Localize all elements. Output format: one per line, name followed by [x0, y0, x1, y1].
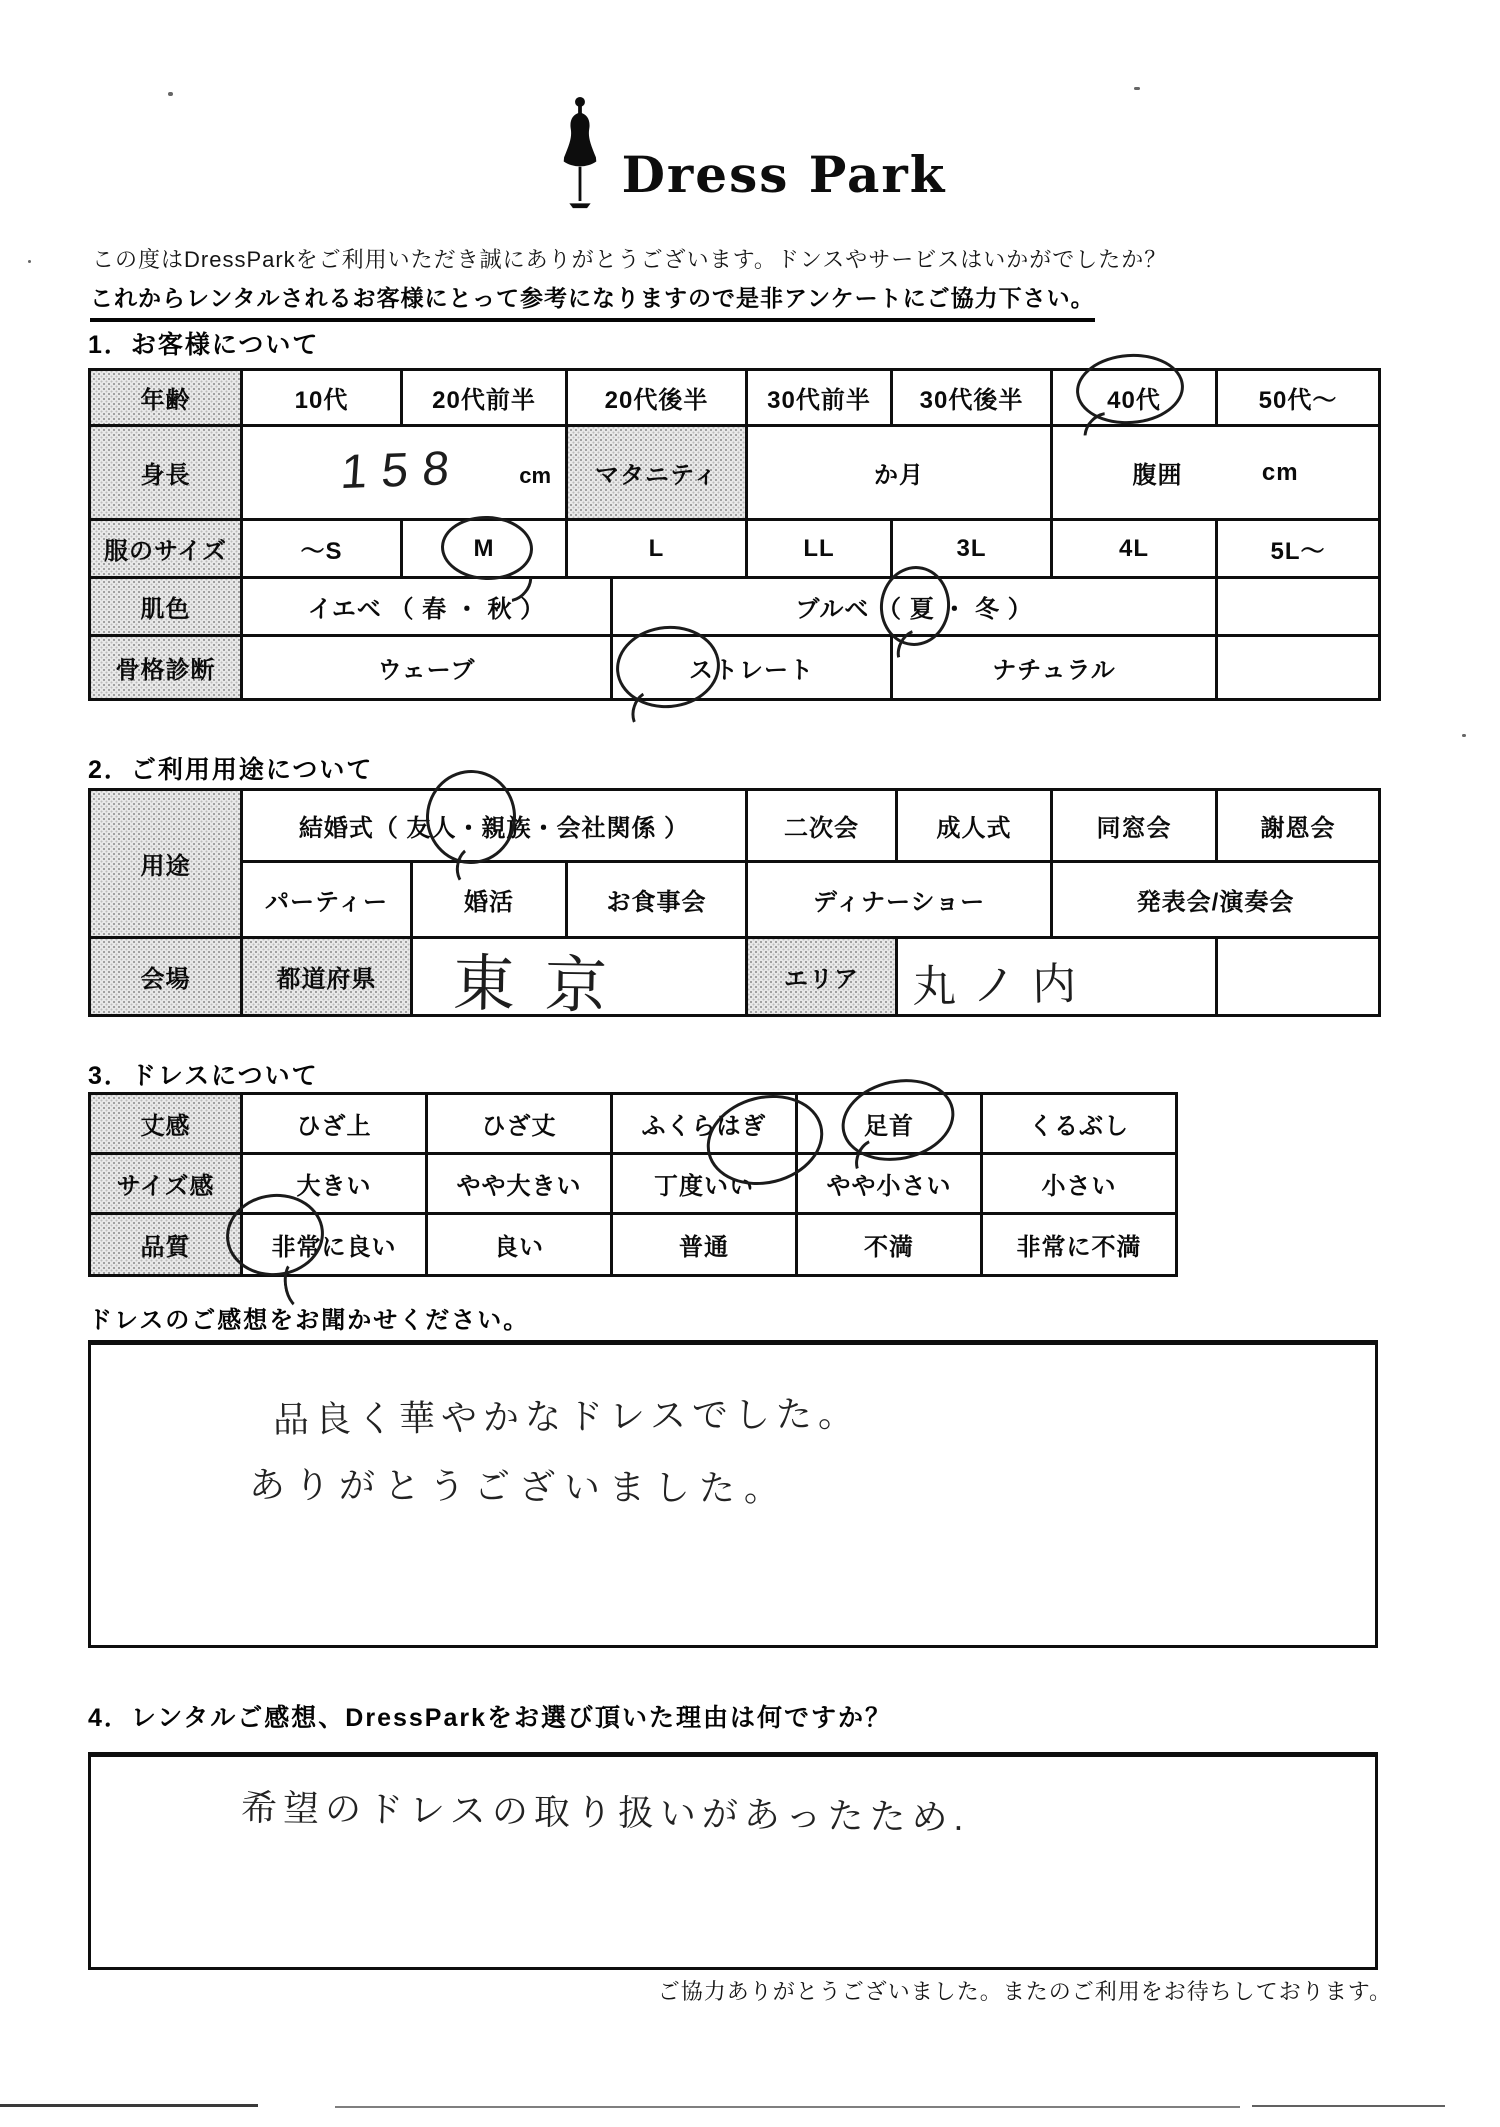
section1-title: 1．お客様について: [88, 331, 320, 359]
intro-text: この度はDressParkをご利用いただき誠にありがとうございます。ドンスやサービスはいかがでしたか？: [92, 247, 1168, 272]
scan-speck: [28, 260, 31, 263]
quality-option: 良い: [427, 1214, 612, 1276]
skeletal-row: [90, 636, 1380, 700]
waist-unit-label: cm: [1261, 458, 1299, 486]
age-option: 20代前半: [402, 370, 567, 426]
section3-title: 3．ドレスについて: [88, 1062, 319, 1090]
purpose-option: 同窓会: [1052, 790, 1217, 862]
purpose-option: お食事会: [567, 862, 747, 938]
venue-row: [90, 938, 1380, 1016]
dress-form-icon: [554, 96, 606, 214]
fit-option: 大きい: [242, 1154, 427, 1214]
intro-emphasis-text: これからレンタルされるお客様にとって参考になりますので是非アンケートにご協力下さい。: [90, 280, 1095, 322]
purpose-option: 二次会: [747, 790, 897, 862]
area-value-handwritten: 丸ノ内: [911, 959, 1093, 1012]
fit-option-selected: 丁度いい: [612, 1154, 797, 1214]
brand-name: Dress Park: [621, 145, 947, 204]
fit-option: 小さい: [982, 1154, 1177, 1214]
footer-thanks-text: ご協力ありがとうございました。またのご利用をお待ちしております。: [657, 1979, 1392, 2004]
fit-option: やや大きい: [427, 1154, 612, 1214]
age-option: 20代後半: [567, 370, 747, 426]
age-option: 30代前半: [747, 370, 892, 426]
feedback-handwritten-line2: ありがとうございました。: [248, 1464, 790, 1509]
empty-region: [1217, 578, 1380, 636]
size-option: 4L: [1052, 520, 1217, 578]
scan-artifact-line: [335, 2106, 1240, 2108]
height-row: [90, 426, 1380, 520]
age-row-label: 年齢: [90, 370, 242, 426]
purpose-row-2: [90, 862, 1380, 938]
scan-speck: [168, 92, 173, 96]
skin-option-blue-base: ブルベ （ 夏 ・ 冬 ）: [612, 578, 1217, 636]
purpose-option: 婚活: [412, 862, 567, 938]
skin-tone-row: [90, 578, 1380, 636]
dress-feedback-box: [88, 1340, 1378, 1648]
section4-title: 4．レンタルご感想、DressParkをお選び頂いた理由は何ですか？: [88, 1704, 892, 1732]
purpose-option-wedding: 結婚式（ 友人・親族・会社関係 ）: [242, 790, 747, 862]
purpose-option: ディナーショー: [747, 862, 1052, 938]
scan-speck: [1134, 87, 1140, 90]
length-option: ひざ上: [242, 1094, 427, 1154]
area-input-cell: [897, 938, 1217, 1016]
maternity-months-cell: か月: [747, 426, 1052, 520]
height-value-handwritten: 158: [338, 441, 466, 500]
quality-row-label: 品質: [90, 1214, 242, 1276]
waist-label: 腹囲: [1132, 462, 1183, 489]
purpose-option: パーティー: [242, 862, 412, 938]
quality-option: 非常に不満: [982, 1214, 1177, 1276]
scan-speck: [1462, 734, 1466, 737]
size-option: 3L: [892, 520, 1052, 578]
clothing-size-row: [90, 520, 1380, 578]
frame-option: ナチュラル: [892, 636, 1217, 700]
empty-region: [1217, 636, 1380, 700]
age-option-selected: 40代: [1052, 370, 1217, 426]
size-option: LL: [747, 520, 892, 578]
fit-option: やや小さい: [797, 1154, 982, 1214]
dress-feedback-label: ドレスのご感想をお聞かせください。: [88, 1307, 530, 1334]
skin-option-yellow-base: イエベ （ 春 ・ 秋 ）: [242, 578, 612, 636]
frame-option-selected: ストレート: [612, 636, 892, 700]
size-option: L: [567, 520, 747, 578]
height-unit-label: cm: [519, 463, 551, 488]
prefecture-label: 都道府県: [242, 938, 412, 1016]
feedback-handwritten-line1: 品良く華やかなドレスでした。: [272, 1392, 861, 1441]
age-option: 50代～: [1217, 370, 1380, 426]
area-label: エリア: [747, 938, 897, 1016]
height-input-cell: [242, 426, 567, 520]
fit-row-label: サイズ感: [90, 1154, 242, 1214]
scan-artifact-line: [0, 2104, 258, 2107]
size-row-label: 服のサイズ: [90, 520, 242, 578]
empty-region: [1217, 938, 1380, 1016]
age-option: 10代: [242, 370, 402, 426]
length-row-label: 丈感: [90, 1094, 242, 1154]
purpose-option: 謝恩会: [1217, 790, 1380, 862]
quality-option: 不満: [797, 1214, 982, 1276]
scan-artifact-line: [1252, 2105, 1445, 2107]
age-row: [90, 370, 1380, 426]
size-option: 5L～: [1217, 520, 1380, 578]
purpose-option: 発表会/演奏会: [1052, 862, 1380, 938]
section2-title: 2．ご利用用途について: [88, 756, 374, 784]
length-option: くるぶし: [982, 1094, 1177, 1154]
usage-table: [88, 788, 1381, 1022]
reason-answer-box: [88, 1752, 1378, 1970]
skin-row-label: 肌色: [90, 578, 242, 636]
purpose-option: 成人式: [897, 790, 1052, 862]
length-option: ひざ丈: [427, 1094, 612, 1154]
size-option: ～S: [242, 520, 402, 578]
length-option: ふくらはぎ: [612, 1094, 797, 1154]
size-option-selected: M: [402, 520, 567, 578]
customer-info-table: [88, 368, 1381, 701]
frame-row-label: 骨格診断: [90, 636, 242, 700]
frame-option: ウェーブ: [242, 636, 612, 700]
prefecture-value-handwritten: 東京: [452, 949, 638, 1022]
maternity-label-cell: マタニティ: [567, 426, 747, 520]
quality-option: 普通: [612, 1214, 797, 1276]
logo: [0, 96, 1500, 214]
purpose-row-label: 用途: [90, 790, 242, 938]
length-row: [90, 1094, 1177, 1154]
prefecture-input-cell: [412, 938, 747, 1022]
height-row-label: 身長: [90, 426, 242, 520]
quality-option-selected: 非常に良い: [242, 1214, 427, 1276]
purpose-row-1: [90, 790, 1380, 862]
reason-handwritten-line: 希望のドレスの取り扱いがあったため.: [240, 1786, 970, 1839]
length-option-selected: 足首: [797, 1094, 982, 1154]
age-option: 30代後半: [892, 370, 1052, 426]
venue-row-label: 会場: [90, 938, 242, 1016]
